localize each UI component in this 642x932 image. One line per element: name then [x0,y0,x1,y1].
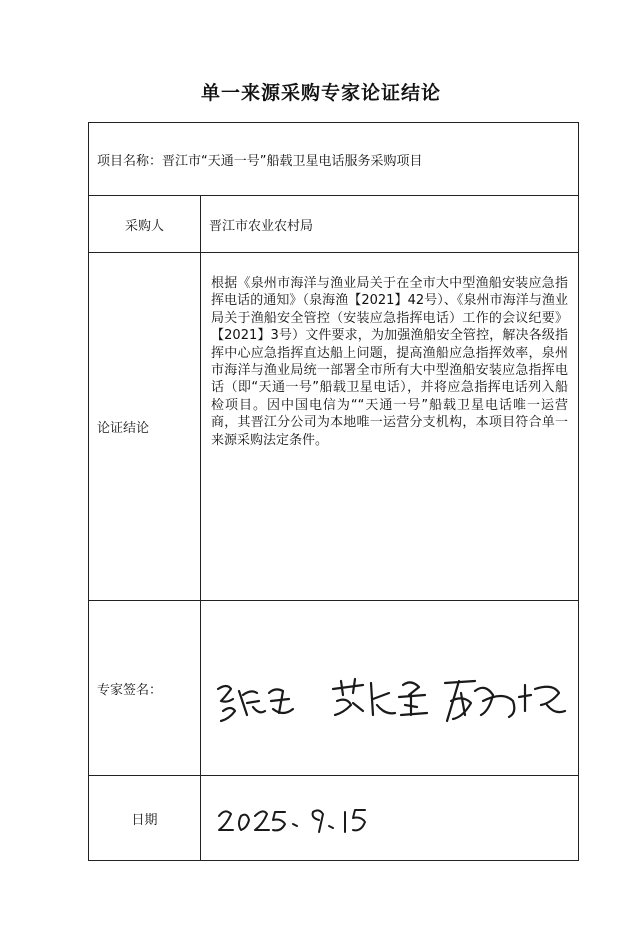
conclusion-text: 根据《泉州市海洋与渔业局关于在全市大中型渔船安装应急指挥电话的通知》（泉海渔【2021】42号）、《泉州市海洋与渔业局关于渔船安全管控（安装应急指挥电话）工作的会议纪要》【2021】3号）文件要求，为加强渔船安全管控，解决各级指挥中心应急指挥直达船上问题，提高渔船应急指挥效率，泉州市海洋与渔业局统一部署全市所有大中型渔船安装应急指挥电话（即“天通一号”船载卫星电话），并将应急指挥电话列入船检项目。因中国电信为““天通一号”船载卫星电话唯一运营商，其晋江分公司为本地唯一运营分支机构，本项目符合单一来源采购法定条件。 [201,253,579,601]
purchaser-row [89,196,579,253]
purchaser-label: 采购人 [89,196,201,253]
project-row [89,123,579,196]
date-row [89,776,579,861]
date-cell [201,776,579,861]
conclusion-label: 论证结论 [89,253,201,601]
project-cell [89,123,579,196]
expert-signatures [201,601,579,776]
expert-row [89,601,579,776]
conclusion-row [89,253,579,601]
project-name: 晋江市“天通一号”船载卫星电话服务采购项目 [162,153,423,169]
project-label: 项目名称： [97,153,163,169]
date-label: 日期 [89,776,201,861]
handwritten-signatures [213,671,573,731]
handwritten-date [215,802,375,842]
expert-label: 专家签名： [89,601,201,776]
conclusion-form-table [88,122,579,861]
page-title: 单一来源采购专家论证结论 [200,82,441,104]
purchaser-value: 晋江市农业农村局 [201,196,579,253]
